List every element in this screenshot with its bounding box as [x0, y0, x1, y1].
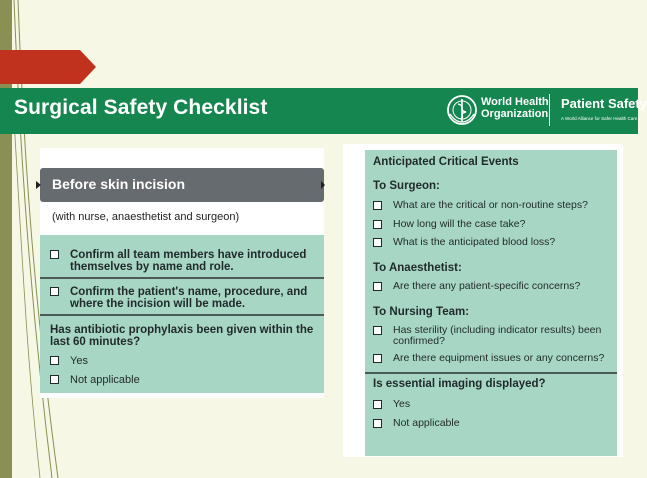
surgeon-heading: To Surgeon:	[373, 180, 440, 192]
item-label: Has sterility (including indicator results) been confirmed?	[393, 324, 602, 347]
option-label: Not applicable	[70, 374, 140, 386]
option-label: Not applicable	[393, 417, 460, 429]
before-skin-incision-panel	[40, 148, 324, 398]
critical-events-box	[365, 150, 617, 456]
checkbox[interactable]	[373, 400, 382, 409]
header-divider	[549, 94, 550, 126]
anaesthetist-heading: To Anaesthetist:	[373, 262, 462, 274]
item-label: What is the anticipated blood loss?	[393, 236, 556, 248]
option-label: Yes	[70, 355, 88, 367]
slide-arrow-shape	[0, 50, 96, 84]
option-label: Yes	[393, 398, 411, 410]
imaging-question: Is essential imaging displayed?	[373, 378, 546, 390]
item-label: How long will the case take?	[393, 218, 526, 230]
section-header	[40, 168, 324, 202]
section-subtitle: (with nurse, anaesthetist and surgeon)	[52, 211, 240, 223]
checklist-item-label: Confirm the patient's name, procedure, and where the incision will be made.	[70, 286, 308, 310]
section-title: Before skin incision	[52, 176, 186, 192]
antibiotic-question: Has antibiotic prophylaxis been given within the last 60 minutes?	[50, 324, 314, 348]
triangle-right-icon	[321, 181, 325, 189]
header-band	[0, 88, 647, 134]
program-title: Patient Safety	[561, 96, 647, 111]
checkbox[interactable]	[50, 356, 59, 365]
nursing-heading: To Nursing Team:	[373, 306, 470, 318]
critical-events-panel	[343, 144, 623, 457]
checkbox[interactable]	[373, 282, 382, 291]
program-subtitle: A World Alliance for Safer Health Care	[561, 116, 638, 121]
org-name: World Health Organization	[481, 96, 549, 120]
checkbox[interactable]	[373, 326, 382, 335]
item-label: Are there equipment issues or any concerns?	[393, 352, 605, 364]
divider	[40, 277, 324, 279]
checklist-item-label: Confirm all team members have introduced themselves by name and role.	[70, 249, 307, 273]
divider	[365, 372, 617, 374]
panel-title: Anticipated Critical Events	[373, 156, 519, 168]
who-emblem-icon	[446, 94, 478, 126]
divider	[40, 314, 324, 316]
checklist-box	[40, 235, 324, 393]
page-title: Surgical Safety Checklist	[14, 96, 268, 119]
item-label: Are there any patient-specific concerns?	[393, 280, 581, 292]
checkbox[interactable]	[373, 238, 382, 247]
checkbox[interactable]	[50, 250, 59, 259]
item-label: What are the critical or non-routine steps?	[393, 199, 588, 211]
checkbox[interactable]	[373, 354, 382, 363]
checkbox[interactable]	[373, 220, 382, 229]
checkbox[interactable]	[373, 419, 382, 428]
checkbox[interactable]	[50, 375, 59, 384]
checkbox[interactable]	[50, 287, 59, 296]
triangle-left-icon	[36, 181, 41, 189]
checkbox[interactable]	[373, 201, 382, 210]
